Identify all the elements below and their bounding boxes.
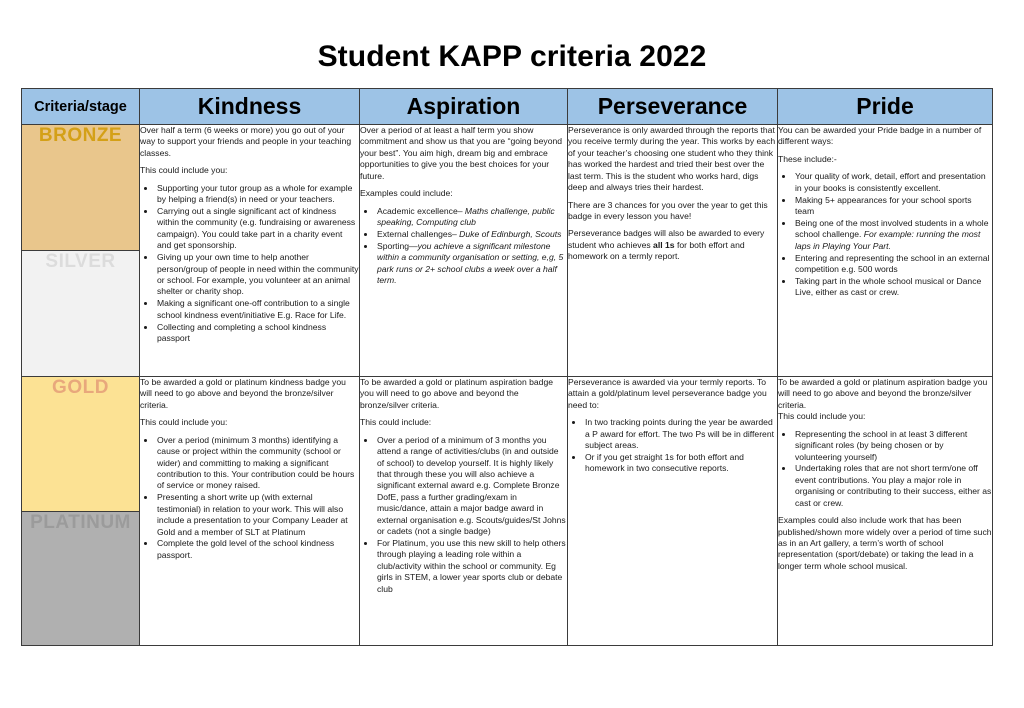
list-item: • Presenting a short write up (with external testimonial) in relation to your work. This will also include a presentation to your Company Leader at Gold and a member of SLT at Platinum bbox=[156, 492, 359, 538]
bullet-plain: Taking part in the whole school musical or Dance Live, either as cast or crew. bbox=[795, 276, 982, 298]
bullet-italic: Maths challenge, public speaking, Computing club bbox=[377, 205, 555, 227]
cell-gold-platinum-aspiration bbox=[360, 377, 568, 646]
list-item: • For Platinum, you use this new skill to help others through playing a leading role within a club/activity within the school or community. Eg girls in STEM, a lower year sports club or debate club bbox=[376, 538, 567, 595]
bronze-pride-leadin: These include:- bbox=[778, 153, 837, 164]
stage-label-platinum: PLATINUM bbox=[22, 511, 140, 646]
gold-pride-closing: Examples could also include work that has been published/shown more widely over a period of time such as in an Art gallery, a term’s worth of school representation (sport/debate) or taking the lead in a longer term whole school musical. bbox=[778, 515, 992, 571]
bronze-aspiration-list bbox=[360, 206, 567, 287]
stage-label-bronze: BRONZE bbox=[22, 125, 140, 251]
list-item: • In two tracking points during the year be awarded a P award for effort. The two Ps will be in different subject areas. bbox=[584, 417, 777, 451]
gold-aspiration-list bbox=[360, 435, 567, 595]
gold-kindness-intro: To be awarded a gold or platinum kindness badge you will need to go above and beyond the bronze/silver criteria. bbox=[140, 377, 346, 410]
cell-bronze-silver-kindness bbox=[140, 125, 360, 377]
list-item: • Representing the school in at least 3 different significant roles (by being chosen or by volunteering yourself) bbox=[794, 429, 992, 463]
bronze-kindness-list bbox=[140, 183, 359, 345]
header-criteria-stage: Criteria/stage bbox=[22, 89, 140, 125]
list-item bbox=[376, 206, 567, 229]
list-item: • Carrying out a single significant act of kindness within the community (e.g. fundraising or awareness campaign). You could take part in a charity event and get sponsorship. bbox=[156, 206, 359, 252]
table-row-gold bbox=[22, 377, 993, 512]
list-item: • Over a period of a minimum of 3 months you attend a range of activities/clubs (in and outside of school) to develop yourself. It is highly likely that through these you will also achieve a significant external award e.g. Complete Bronze DofE, pass a further grading/exam in music/dance, attain a major badge award in external organisation e.g. Scouts/guides/St Johns or cadets (not a single badge) bbox=[376, 435, 567, 538]
gold-pride-list bbox=[778, 429, 992, 509]
stage-label-silver: SILVER bbox=[22, 251, 140, 377]
gold-perseverance-list bbox=[568, 417, 777, 475]
list-item: • Giving up your own time to help another person/group of people in need within the community or school. For example, you volunteer at an animal shelter or charity shop. bbox=[156, 252, 359, 298]
bronze-kindness-leadin: This could include you: bbox=[140, 165, 228, 176]
list-item: • Over a period (minimum 3 months) identifying a cause or project within the community (school or wider) and committing to making a significant contribution to this. Your contribution could be hours of service or money raised. bbox=[156, 435, 359, 492]
gold-aspiration-leadin: This could include: bbox=[360, 417, 432, 428]
cell-bronze-silver-perseverance bbox=[568, 125, 778, 377]
cell-bronze-silver-aspiration bbox=[360, 125, 568, 377]
list-item: • Making a significant one-off contribution to a single school kindness event/initiative E.g. Race for Life. bbox=[156, 298, 359, 321]
bullet-plain: Your quality of work, detail, effort and presentation in your books is consistently excellent. bbox=[795, 171, 986, 193]
gold-aspiration-intro: To be awarded a gold or platinum aspiration badge you will need to go above and beyond the bronze/silver criteria. bbox=[360, 377, 554, 410]
bronze-perseverance-p1: Perseverance is only awarded through the reports that you receive termly during the year. This works by each of your teacher’s choosing one student who they think has worked the hardest and tried their best over the last term. This is the student who works hard, digs deep and always tries their hardest. bbox=[568, 125, 776, 193]
gold-kindness-list bbox=[140, 435, 359, 562]
cell-gold-platinum-kindness bbox=[140, 377, 360, 646]
list-item: • Undertaking roles that are not short term/one off event contributions. You play a major role in organising or contributing to their success, either as cast or crew. bbox=[794, 463, 992, 509]
bronze-pride-list bbox=[778, 171, 992, 299]
kapp-criteria-table-wrapper bbox=[21, 88, 992, 646]
header-perseverance: Perseverance bbox=[568, 89, 778, 125]
list-item: • Complete the gold level of the school kindness passport. bbox=[156, 538, 359, 561]
header-pride: Pride bbox=[778, 89, 993, 125]
list-item bbox=[794, 276, 992, 299]
perseverance-final-bold: all 1s bbox=[653, 239, 675, 250]
bullet-plain: Being one of the most involved students in a whole school challenge. bbox=[795, 217, 989, 240]
gold-pride-intro: To be awarded a gold or platinum aspiration badge you will need to go above and beyond the bronze/silver criteria. bbox=[778, 377, 988, 410]
cell-bronze-silver-pride bbox=[778, 125, 993, 377]
bullet-plain: Sporting— bbox=[377, 240, 418, 251]
bullet-plain: Academic excellence– bbox=[377, 205, 465, 216]
list-item bbox=[376, 241, 567, 287]
bullet-plain: Making 5+ appearances for your school sports team bbox=[795, 194, 972, 217]
list-item bbox=[794, 171, 992, 194]
list-item bbox=[794, 218, 992, 252]
cell-gold-platinum-pride bbox=[778, 377, 993, 646]
bullet-plain: Entering and representing the school in an external competition e.g. 500 words bbox=[795, 252, 990, 275]
list-item bbox=[794, 253, 992, 276]
list-item: • Collecting and completing a school kindness passport bbox=[156, 322, 359, 345]
stage-label-gold: GOLD bbox=[22, 377, 140, 512]
page-title: Student KAPP criteria 2022 bbox=[317, 40, 707, 73]
header-aspiration: Aspiration bbox=[360, 89, 568, 125]
bronze-perseverance-p2: There are 3 chances for you over the year to get this badge in every lesson you have! bbox=[568, 199, 768, 221]
perseverance-final-suffix: for both effort and homework on a termly report. bbox=[568, 239, 745, 262]
kapp-criteria-table bbox=[21, 88, 993, 646]
perseverance-final-prefix: Perseverance badges will also be awarded to every student who achieves bbox=[568, 228, 765, 250]
cell-gold-platinum-perseverance bbox=[568, 377, 778, 646]
bullet-italic: Duke of Edinburgh, Scouts bbox=[459, 228, 562, 239]
list-item: • Supporting your tutor group as a whole for example by helping a friend(s) in need or your teachers. bbox=[156, 183, 359, 206]
bullet-italic: For example: running the most laps in Playing Your Part. bbox=[795, 229, 981, 251]
list-item: • Or if you get straight 1s for both effort and homework in two consecutive reports. bbox=[584, 452, 777, 475]
table-header-row bbox=[22, 89, 993, 125]
bullet-italic: you achieve a significant milestone within a community organisation or setting, e,g, 5 park runs or 2+ school clubs a week over a half term. bbox=[377, 240, 564, 286]
bullet-plain: External challenges– bbox=[377, 228, 460, 239]
header-kindness: Kindness bbox=[140, 89, 360, 125]
gold-kindness-leadin: This could include you: bbox=[140, 417, 228, 428]
gold-perseverance-intro: Perseverance is awarded via your termly reports. To attain a gold/platinum level perseverance badge you need to: bbox=[568, 377, 767, 410]
bronze-aspiration-leadin: Examples could include: bbox=[360, 188, 453, 199]
bronze-aspiration-intro: Over a period of at least a half term you show commitment and show us that you are “going beyond your best”. You aim high, dream big and embrace opportunities to give you the best choices for your future. bbox=[360, 125, 563, 181]
gold-pride-leadin: This could include you: bbox=[778, 411, 866, 422]
table-row-bronze bbox=[22, 125, 993, 251]
bronze-perseverance-p3 bbox=[568, 228, 777, 262]
list-item bbox=[376, 229, 567, 240]
bronze-pride-intro: You can be awarded your Pride badge in a number of different ways: bbox=[778, 125, 982, 147]
list-item bbox=[794, 195, 992, 218]
bronze-kindness-intro: Over half a term (6 weeks or more) you go out of your way to support your friends and people in your teaching classes. bbox=[140, 125, 352, 158]
